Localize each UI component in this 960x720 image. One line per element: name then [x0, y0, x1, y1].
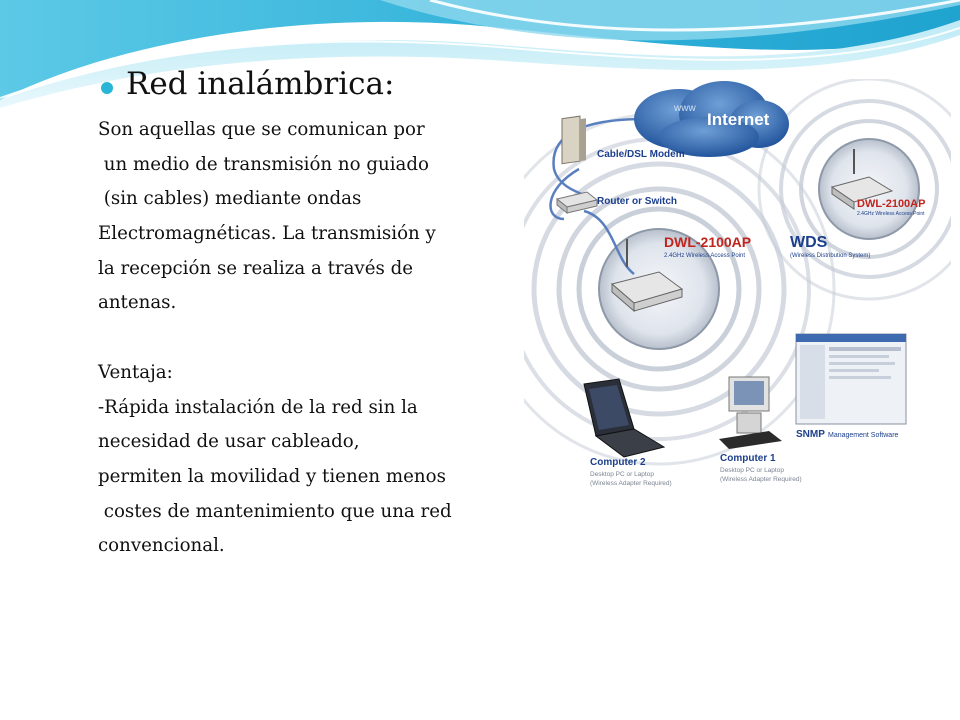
- computer2-label: Computer 2: [590, 457, 646, 468]
- wds-label: WDS: [790, 234, 828, 251]
- body-line: la recepción se realiza a través de: [98, 257, 413, 279]
- computer2-sublabel-1: Desktop PC or Laptop: [590, 471, 654, 478]
- body-line: antenas.: [98, 292, 177, 314]
- computer1-sublabel-2: (Wireless Adapter Required): [720, 476, 802, 483]
- body-line: costes de mantenimiento que una red: [98, 500, 452, 522]
- snmp-label: SNMP: [796, 429, 825, 440]
- ap-main-sublabel: 2.4GHz Wireless Access Point: [664, 253, 746, 259]
- body-line: Electromagnéticas. La transmisión y: [98, 223, 436, 245]
- computer2-sublabel-2: (Wireless Adapter Required): [590, 480, 672, 487]
- wds-sublabel: (Wireless Distribution System): [790, 253, 871, 259]
- body-line: permiten la movilidad y tienen menos: [98, 465, 446, 487]
- wireless-network-diagram: [524, 79, 951, 495]
- bullet-dot: [101, 82, 113, 94]
- body-line: convencional.: [98, 535, 225, 557]
- body-line: -Rápida instalación de la red sin la: [98, 396, 418, 418]
- body-line: necesidad de usar cableado,: [98, 431, 360, 453]
- slide-title: Red inalámbrica:: [126, 66, 395, 102]
- body-text: [98, 113, 518, 564]
- internet-label: Internet: [707, 110, 770, 129]
- computer1-sublabel-1: Desktop PC or Laptop: [720, 467, 784, 474]
- body-line-blank: [98, 321, 518, 356]
- www-label: www: [674, 103, 696, 114]
- body-line: (sin cables) mediante ondas: [98, 188, 362, 210]
- ap-remote-label: DWL-2100AP: [857, 198, 926, 210]
- snmp-sublabel: Management Software: [828, 432, 899, 439]
- router-label: Router or Switch: [597, 196, 678, 207]
- body-line: Ventaja:: [98, 361, 173, 383]
- computer1-label: Computer 1: [720, 453, 776, 464]
- snmp-software-screen-icon: [796, 334, 906, 424]
- body-line: un medio de transmisión no guiado: [98, 153, 429, 175]
- ap-remote-sublabel: 2.4GHz Wireless Access Point: [857, 211, 925, 217]
- body-line: Son aquellas que se comunican por: [98, 119, 425, 140]
- modem-label: Cable/DSL Modem: [597, 149, 685, 160]
- ap-main-label: DWL-2100AP: [664, 234, 752, 250]
- modem-icon: [562, 116, 586, 164]
